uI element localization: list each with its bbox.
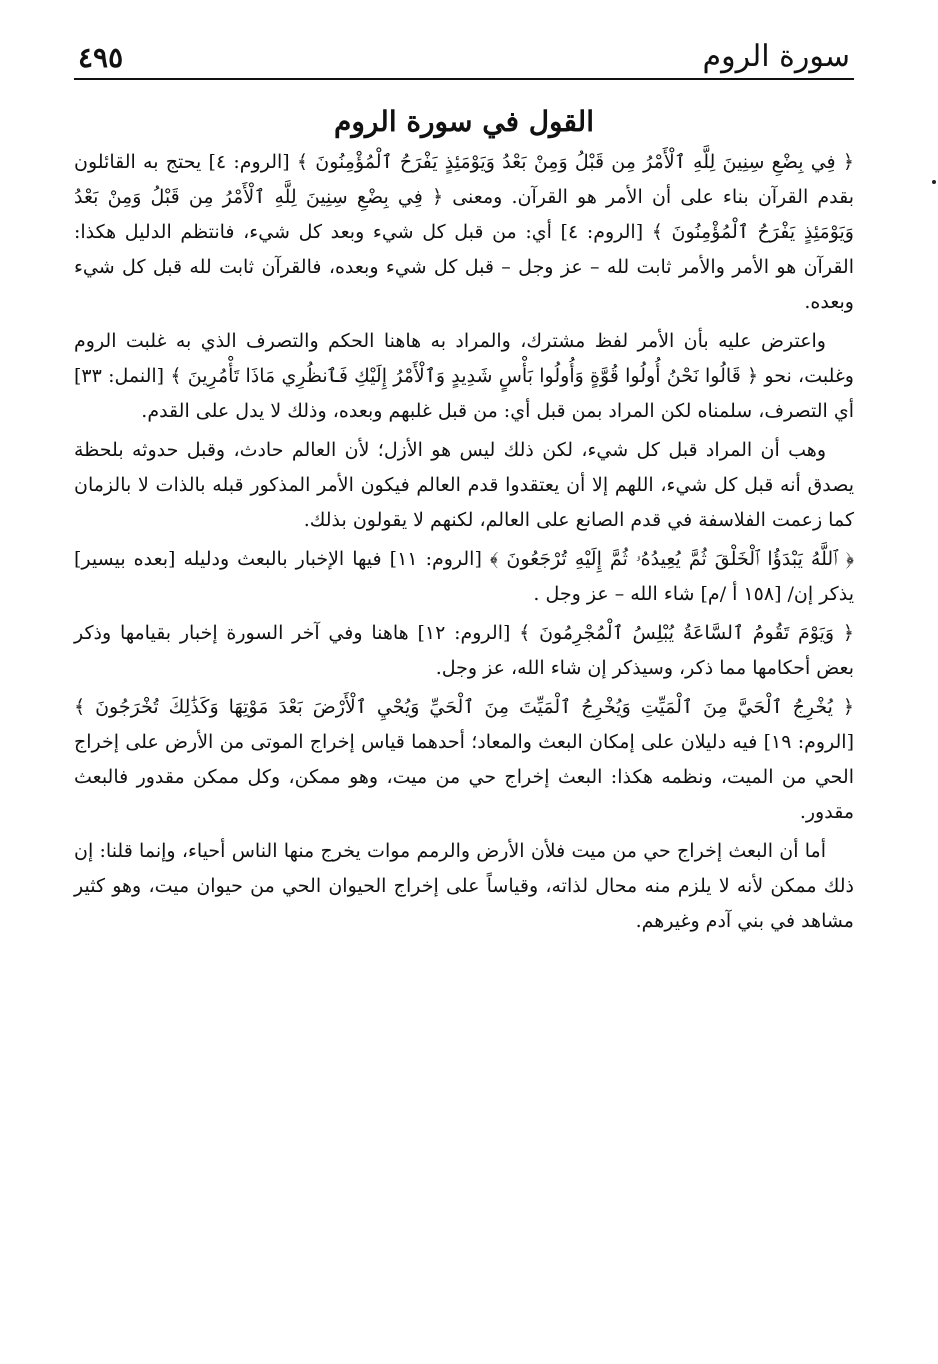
paragraph-eternity: وهب أن المراد قبل كل شيء، لكن ذلك ليس هو الأزل؛ لأن العالم حادث، وقبل حدوثه بلحظة يصدق أنه قبل كل شيء، اللهم إلا أن يعتقدوا قدم العالم فيكون الأمر المذكور قبله بالذات لا بالزمان كما زعمت الفلاسفة في قدم الصانع على العالم، لكنهم لا يقولون بذلك.	[74, 439, 854, 532]
running-header	[74, 30, 854, 80]
margin-dot	[932, 180, 936, 184]
paragraph-verse-4: ﴿ فِي بِضْعِ سِنِينَ لِلَّهِ ٱلْأَمْرُ مِن قَبْلُ وَمِنْ بَعْدُ وَيَوْمَئِذٍ يَفْرَحُ ٱلْمُؤْمِنُونَ ﴾ [الروم: ٤] يحتج به القائلون بقدم القرآن بناء على أن الأمر هو القرآن. ومعنى ﴿ فِي بِضْعِ سِنِينَ لِلَّهِ ٱلْأَمْرُ مِن قَبْلُ وَمِنْ بَعْدُ وَيَوْمَئِذٍ يَفْرَحُ ٱلْمُؤْمِنُونَ ﴾ [الروم: ٤] أي: من قبل كل شيء وبعد كل شيء، فانتظم الدليل هكذا: القرآن هو الأمر والأمر ثابت لله – عز وجل – قبل كل شيء وبعده، فالقرآن ثابت لله قبل كل شيء وبعده.	[74, 151, 854, 314]
page-number: ٤٩٥	[78, 41, 124, 74]
paragraph-objection: واعترض عليه بأن الأمر لفظ مشترك، والمراد به هاهنا الحكم والتصرف الذي به غلبت الروم وغلبت، نحو ﴿ قَالُوا نَحْنُ أُولُوا قُوَّةٍ وَأُولُوا بَأْسٍ شَدِيدٍ وَٱلْأَمْرُ إِلَيْكِ فَٱنظُرِي مَاذَا تَأْمُرِينَ ﴾ [النمل: ٣٣] أي التصرف، سلمناه لكن المراد بمن قبل أي: من قبل غلبهم وبعده، وذلك لا يدل على القدم.	[74, 330, 854, 423]
paragraph-verse-11: ﴿ ٱللَّهُ يَبْدَؤُا ٱلْخَلْقَ ثُمَّ يُعِيدُهُۥ ثُمَّ إِلَيْهِ تُرْجَعُونَ ﴾ [الروم: ١١] فيها الإخبار بالبعث ودليله [بعده بيسير] يذكر إن/ [١٥٨ أ /م] شاء الله – عز وجل .	[74, 548, 854, 606]
paragraph-resurrection: أما أن البعث إخراج حي من ميت فلأن الأرض والرمم موات يخرج منها الناس أحياء، وإنما قلنا: إن ذلك ممكن لأنه لا يلزم منه محال لذاته، وقياساً على إخراج الحيوان الحي من حيوان ميت، وهو كثير مشاهد في بني آدم وغيرهم.	[74, 840, 854, 933]
paragraph-verse-12: ﴿ وَيَوْمَ تَقُومُ ٱلسَّاعَةُ يُبْلِسُ ٱلْمُجْرِمُونَ ﴾ [الروم: ١٢] هاهنا وفي آخر السورة إخبار بقيامها وذكر بعض أحكامها مما ذكر، وسيذكر إن شاء الله، عز وجل.	[74, 622, 854, 680]
surah-title: سورة الروم	[702, 39, 850, 74]
paragraph-verse-19: ﴿ يُخْرِجُ ٱلْحَيَّ مِنَ ٱلْمَيِّتِ وَيُخْرِجُ ٱلْمَيِّتَ مِنَ ٱلْحَيِّ وَيُحْيِ ٱلْأَرْضَ بَعْدَ مَوْتِهَا وَكَذَٰلِكَ تُخْرَجُونَ ﴾ [الروم: ١٩] فيه دليلان على إمكان البعث والمعاد؛ أحدهما قياس إخراج الموتى من الأرض على إخراج الحي من الميت، ونظمه هكذا: البعث إخراج حي من ميت، وهو ممكن، وكل ممكن مقدور فالبعث مقدور.	[74, 696, 854, 824]
book-page	[74, 30, 854, 943]
section-heading: القول في سورة الروم	[334, 105, 594, 138]
